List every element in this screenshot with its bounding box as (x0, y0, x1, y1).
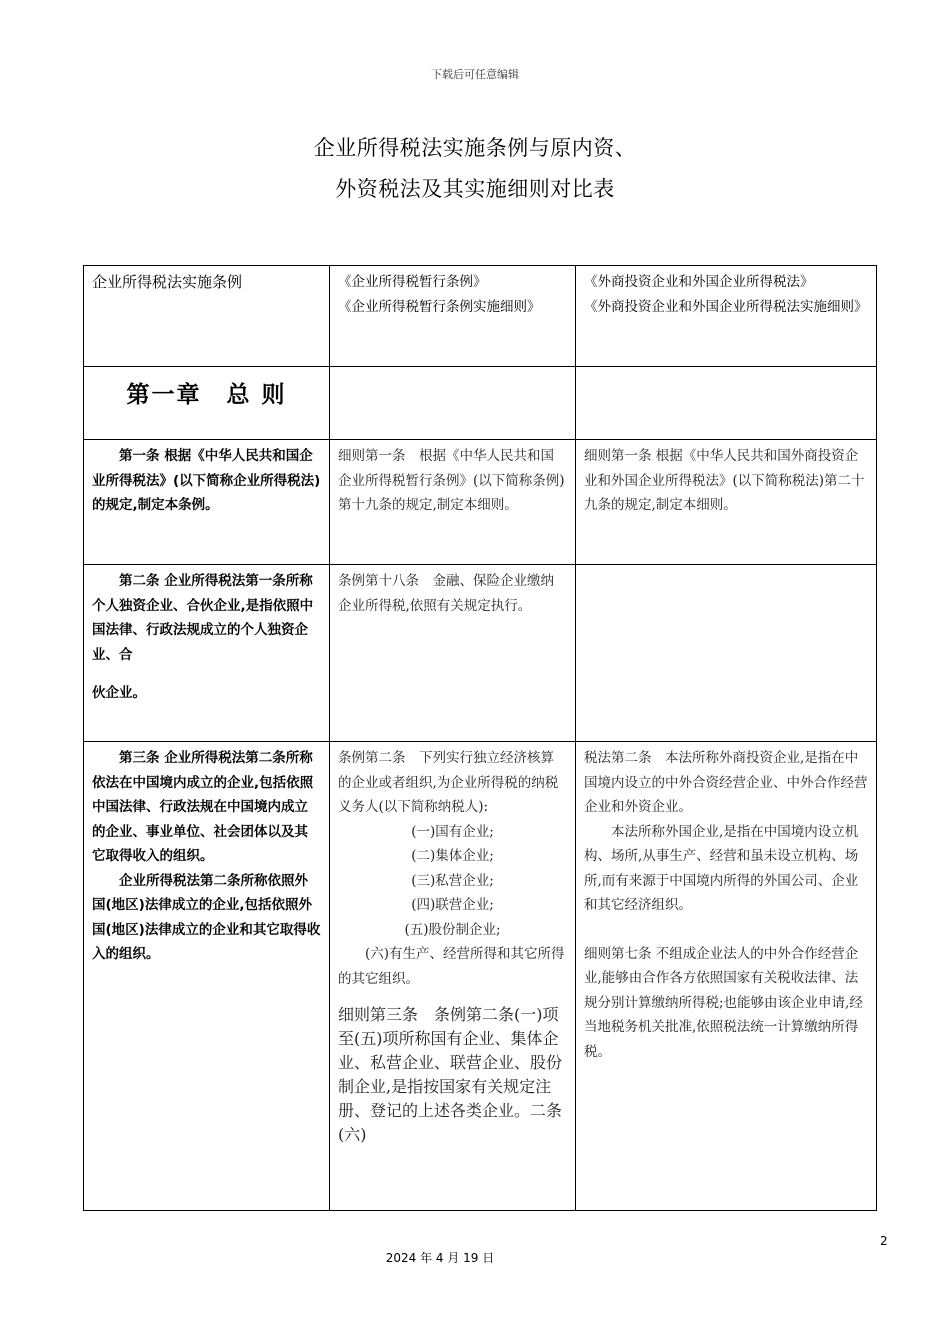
list-item: (一)国有企业; (411, 823, 494, 840)
header-col1-label: 企业所得税法实施条例 (92, 273, 243, 291)
article3-foreign-p1: 税法第二条 本法所称外商投资企业,是指在中国境内设立的中外合资经营企业、中外合作经营企业和外资企业。 (584, 750, 868, 815)
table-header-row (84, 266, 877, 367)
article3-regulation-cell (84, 742, 330, 1211)
list-item: (五)股份制企业; (404, 921, 501, 938)
article3-foreign-cell (576, 742, 877, 1211)
article1-foreign-cell (576, 440, 877, 565)
empty-cell (576, 367, 877, 440)
header-cell-foreign (576, 266, 877, 367)
article3-foreign-p2: 本法所称外国企业,是指在中国境内设立机构、场所,从事生产、经营和虽未设立机构、场所,而有来源于中国境内所得的外国公司、企业和其它经济组织。 (584, 823, 859, 913)
table-row-chapter (84, 367, 877, 440)
article3-domestic-p3: 细则第三条 条例第二条(一)项至(五)项所称国有企业、集体企业、私营企业、联营企业、股份制企业,是指按国家有关规定注册、登记的上述各类企业。二条(六) (338, 1005, 563, 1144)
footer-date: 2024 年 4 月 19 日 (385, 1251, 495, 1265)
document-title-line2: 外资税法及其实施细则对比表 (335, 177, 615, 201)
table-row-article2 (84, 565, 877, 742)
article2-domestic-text: 条例第十八条 金融、保险企业缴纳企业所得税,依照有关规定执行。 (338, 573, 554, 614)
table-row-article3 (84, 742, 877, 1211)
article3-domestic-cell (330, 742, 576, 1211)
list-item: (三)私营企业; (411, 872, 494, 889)
table-row-article1 (84, 440, 877, 565)
article2-text: 第二条 企业所得税法第一条所称个人独资企业、合伙企业,是指依照中国法律、行政法规成立的个人独资企业、合 (92, 573, 314, 663)
header-col3-line2: 《外商投资企业和外国企业所得税法实施细则》 (584, 298, 868, 315)
chapter-cell (84, 367, 330, 440)
empty-cell (330, 367, 576, 440)
article2-domestic-cell (330, 565, 576, 742)
article3-foreign-p3: 细则第七条 不组成企业法人的中外合作经营企业,能够由合作各方依照国家有关税收法律、法规分别计算缴纳所得税;也能够由该企业申请,经当地税务机关批准,依照税法统一计算缴纳所得税。 (584, 945, 863, 1060)
article2-foreign-cell (576, 565, 877, 742)
comparison-table (83, 265, 877, 1211)
article1-foreign-text: 细则第一条 根据《中华人民共和国外商投资企业和外国企业所得税法》(以下简称税法)第二十九条的规定,制定本细则。 (584, 448, 865, 513)
header-note: 下载后可任意编辑 (431, 68, 519, 81)
header-cell-regulation (84, 266, 330, 367)
article1-domestic-text: 细则第一条 根据《中华人民共和国企业所得税暂行条例》(以下简称条例)第十九条的规定,制定本细则。 (338, 448, 565, 513)
article3-text-p2: 企业所得税法第二条所称依照外国(地区)法律成立的企业,包括依照外国(地区)法律成立的企业和其它取得收入的组织。 (92, 872, 321, 962)
article3-text-p1: 第三条 企业所得税法第二条所称依法在中国境内成立的企业,包括依照中国法律、行政法规在中国境内成立的企业、事业单位、社会团体以及其它取得收入的组织。 (92, 750, 314, 864)
article3-domestic-p1: 条例第二条 下列实行独立经济核算的企业或者组织,为企业所得税的纳税义务人(以下简称纳税人): (338, 750, 559, 815)
page-number: 2 (880, 1234, 888, 1248)
article3-domestic-p2: (六)有生产、经营所得和其它所得的其它组织。 (338, 946, 565, 987)
article2-text-end: 伙企业。 (92, 685, 146, 701)
article1-domestic-cell (330, 440, 576, 565)
chapter-heading: 第一章 总 则 (126, 382, 287, 408)
document-title-line1: 企业所得税法实施条例与原内资、 (313, 136, 637, 160)
list-item: (四)联营企业; (411, 897, 494, 913)
header-col3-line1: 《外商投资企业和外国企业所得税法》 (584, 274, 814, 290)
article2-regulation-cell (84, 565, 330, 742)
header-col2-line2: 《企业所得税暂行条例实施细则》 (338, 298, 541, 315)
list-item: (二)集体企业; (411, 848, 494, 864)
article1-regulation-cell (84, 440, 330, 565)
article1-text: 第一条 根据《中华人民共和国企业所得税法》(以下简称企业所得税法)的规定,制定本条例。 (92, 448, 321, 513)
header-col2-line1: 《企业所得税暂行条例》 (338, 274, 487, 290)
header-cell-domestic (330, 266, 576, 367)
